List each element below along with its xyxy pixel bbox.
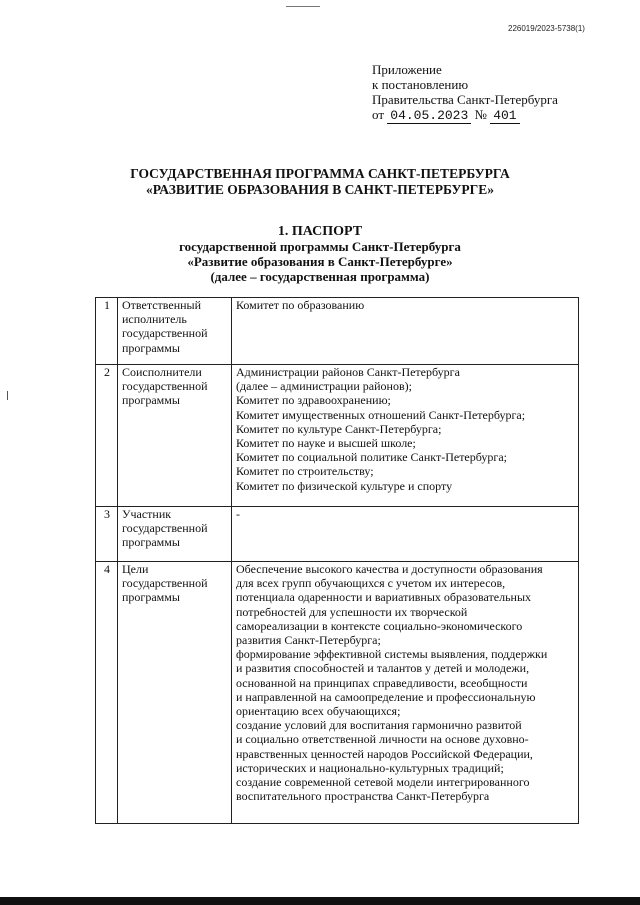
label-line: Соисполнители [122, 365, 202, 379]
row-label [118, 507, 232, 562]
value-line: самореализации в контексте социально-экономического [236, 618, 523, 633]
row-label [118, 562, 232, 824]
value-line: - [236, 507, 240, 521]
label-line: государственной [122, 521, 208, 536]
row-label [118, 365, 232, 507]
label-line: программы [122, 535, 180, 550]
scan-artifact-top [286, 6, 320, 7]
value-line: исторических и национально-культурных традиций; [236, 760, 504, 775]
value-line: потенциала одаренности и вариативных образовательных [236, 590, 532, 605]
value-line: основанной на принципах справедливости, всеобщности [236, 675, 528, 690]
value-line: формирование эффективной системы выявления, поддержки [236, 647, 548, 662]
value-line: создание условий для воспитания гармонично развитой [236, 718, 522, 733]
value-line: Комитет по культуре Санкт-Петербурга; [236, 421, 442, 436]
scan-artifact-margin [7, 391, 8, 400]
row-value [232, 298, 579, 365]
document-id: 226019/2023-5738(1) [508, 24, 585, 33]
program-title-line: «РАЗВИТИЕ ОБРАЗОВАНИЯ В САНКТ-ПЕТЕРБУРГЕ» [146, 182, 494, 197]
value-line: ориентацию всех обучающихся; [236, 704, 401, 719]
label-line: государственной [122, 576, 208, 591]
row-value [232, 365, 579, 507]
scan-artifact-bottom [0, 897, 640, 905]
passport-heading [0, 224, 640, 284]
value-line: Комитет по социальной политике Санкт-Петербурга; [236, 450, 507, 465]
value-line: Комитет по здравоохранению; [236, 393, 391, 408]
value-line: Комитет имущественных отношений Санкт-Петербурга; [236, 407, 526, 422]
table-row [96, 298, 579, 365]
row-number: 2 [96, 365, 118, 507]
table-row [96, 365, 579, 507]
value-line: и направленной на самоопределение и профессиональную [236, 689, 536, 704]
value-line: для всех групп обучающихся с учетом их интересов, [236, 576, 506, 591]
label-line: Ответственный [122, 298, 202, 312]
value-line: создание современной сетевой модели интегрированного [236, 775, 530, 790]
row-value [232, 562, 579, 824]
passport-title: 1. ПАСПОРТ [277, 224, 363, 239]
label-line: программы [122, 393, 180, 408]
value-line: Комитет по строительству; [236, 464, 374, 479]
value-line: и социально ответственной личности на основе духовно- [236, 732, 529, 747]
label-line: программы [122, 590, 180, 605]
resolution-number: 401 [490, 108, 519, 124]
table-row [96, 562, 579, 824]
appendix-date-line [372, 107, 558, 123]
table-row [96, 507, 579, 562]
label-line: Участник [122, 507, 172, 521]
value-line: Комитет по образованию [236, 298, 365, 312]
label-line: программы [122, 340, 180, 355]
passport-subtitle-line: (далее – государственная программа) [210, 269, 430, 284]
row-number: 1 [96, 298, 118, 365]
row-number: 4 [96, 562, 118, 824]
label-line: Цели [122, 562, 149, 576]
row-label [118, 298, 232, 365]
value-line: потребностей для успешности их творческой [236, 604, 468, 619]
label-line: исполнитель [122, 312, 187, 327]
value-line: Администрации районов Санкт-Петербурга [236, 365, 460, 379]
appendix-block [372, 62, 558, 123]
appendix-line: к постановлению [372, 77, 469, 92]
value-line: Обеспечение высокого качества и доступности образования [236, 562, 543, 576]
label-line: государственной [122, 326, 208, 341]
value-line: нравственных ценностей народов Российской Федерации, [236, 746, 533, 761]
value-line: Комитет по физической культуре и спорту [236, 478, 453, 493]
value-line: развития Санкт-Петербурга; [236, 633, 381, 648]
row-number: 3 [96, 507, 118, 562]
value-line: воспитательного пространства Санкт-Петербурга [236, 789, 490, 804]
number-prefix: № [474, 107, 487, 122]
value-line: и развития способностей и талантов у детей и молодежи, [236, 661, 530, 676]
label-line: государственной [122, 379, 208, 394]
program-title-line: ГОСУДАРСТВЕННАЯ ПРОГРАММА САНКТ-ПЕТЕРБУРГА [130, 166, 510, 181]
resolution-date: 04.05.2023 [387, 108, 471, 124]
row-value [232, 507, 579, 562]
program-title [0, 166, 640, 198]
value-line: (далее – администрации районов); [236, 379, 412, 394]
passport-subtitle-line: государственной программы Санкт-Петербурга [179, 239, 461, 254]
passport-subtitle-line: «Развитие образования в Санкт-Петербурге» [187, 254, 453, 269]
passport-table [95, 297, 579, 824]
appendix-line: Правительства Санкт-Петербурга [372, 92, 558, 107]
value-line: Комитет по науке и высшей школе; [236, 436, 416, 451]
date-prefix: от [372, 107, 385, 122]
appendix-line: Приложение [372, 62, 442, 77]
